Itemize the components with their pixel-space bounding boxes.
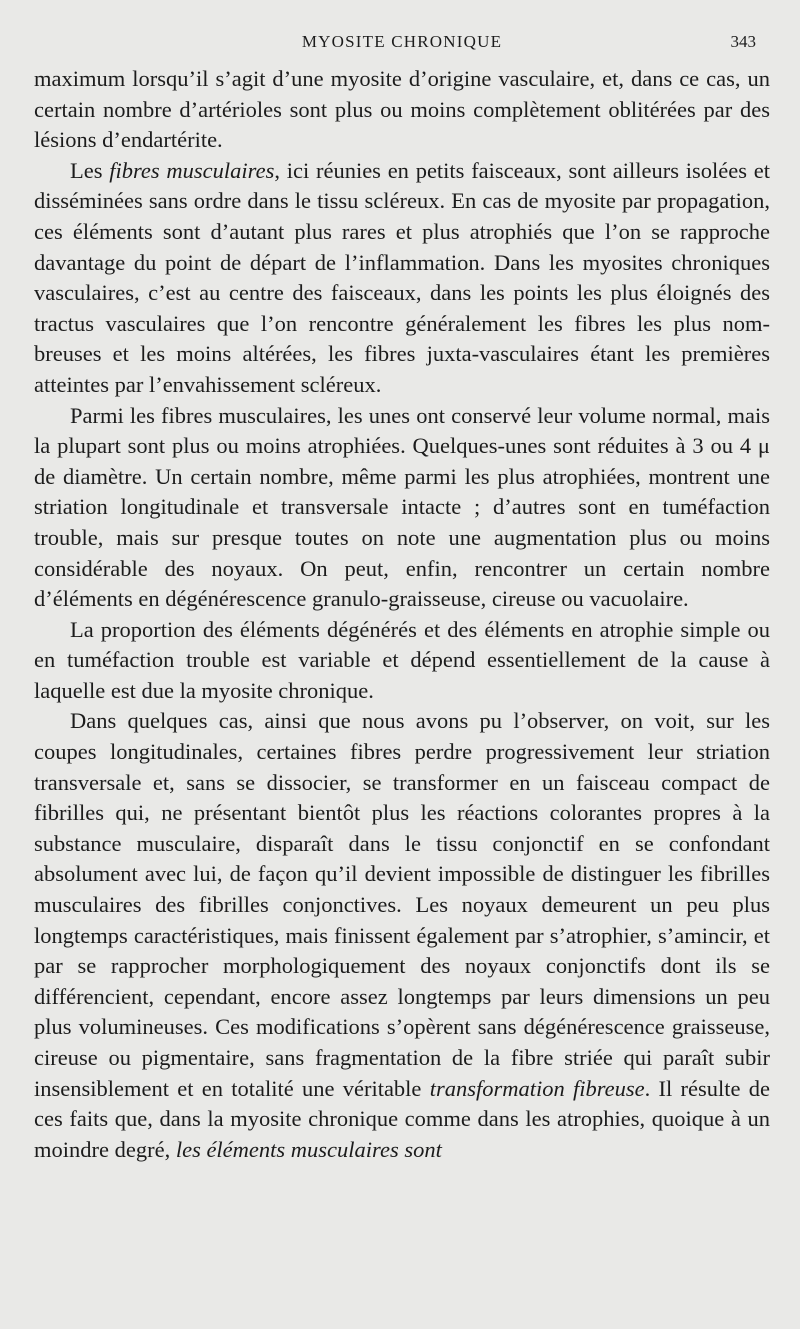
- paragraph-3-text: Parmi les fibres musculaires, les unes ont conservé leur volume normal, mais la plupart sont plus ou moins atrophiées. Quelques-unes sont réduites à 3 ou 4 μ de diamètre. Un certain nombre, même parmi les plus atrophiées, montrent une striation longitudinale et transversale intacte ; d’autres sont en tuméfaction trouble, mais sur presque toutes on note une augmentation plus ou moins considérable des noyaux. On peut, enfin, rencontrer un certain nombre d’éléments en dégénérescence granulo-graisseuse, cireuse ou vacuolaire.: [34, 402, 770, 612]
- paragraph-2-text-start: Les: [70, 157, 110, 183]
- paragraph-5-emphasis-1: transformation fibreuse: [429, 1075, 645, 1101]
- paragraph-2-text-end: , ici réunies en petits faisceaux, sont ailleurs isolées et disséminées sans ordre dans le tissu scléreux. En cas de myosite par propagation, ces éléments sont d’autant plus rares et plus atrophiés que l’on se rapproche davantage du point de départ de l’inflammation. Dans les myosites chroniques vasculaires, c’est au centre des faisceaux, dans les points les plus éloignés des tractus vasculaires que l’on rencontre généralement les fibres les plus nombreuses et les moins altérées, les fibres juxta-vasculaires étant les premières atteintes par l’envahissement scléreux.: [34, 157, 770, 397]
- paragraph-1-text: maximum lorsqu’il s’agit d’une myosite d’origine vasculaire, et, dans ce cas, un certain nombre d’artérioles sont plus ou moins complètement oblitérées par des lésions d’endartérite.: [34, 66, 770, 153]
- paragraph-5: [34, 706, 770, 1165]
- paragraph-5-text-start: Dans quelques cas, ainsi que nous avons pu l’observer, on voit, sur les coupes longitudinales, certaines fibres perdre progressivement leur striation transversale et, sans se dissocier, se transformer en un faisceau compact de fibrilles qui, ne présentant bientôt plus les réactions colorantes propres à la substance musculaire, disparaît dans le tissu conjonctif en se confondant absolument avec lui, de façon qu’il devient impossible de distinguer les fibrilles musculaires des fibrilles conjonctives. Les noyaux demeurent un peu plus longtemps caractéristiques, mais finissent également par s’atrophier, s’amincir, et par se rapprocher morphologiquement des noyaux conjonctifs dont ils se différencient, cependant, encore assez longtemps par leurs dimensions un peu plus volumineuses. Ces modifications s’opèrent sans dégénérescence graisseuse, cireuse ou pigmentaire, sans fragmentation de la fibre striée qui paraît subir insensiblement et en totalité une véritable: [34, 708, 770, 1101]
- page-header: [34, 28, 770, 56]
- page-number: 343: [730, 32, 756, 51]
- paragraph-5-text-middle: . Il résulte de ces faits que, dans la myosite chronique comme dans les atrophies, quoique à un moindre degré,: [34, 1075, 770, 1162]
- paragraph-4: [34, 615, 770, 707]
- paragraph-1: [34, 64, 770, 156]
- paragraph-4-text: La proportion des éléments dégénérés et des éléments en atrophie simple ou en tuméfaction trouble est variable et dépend essentiellement de la cause à laquelle est due la myosite chronique.: [34, 616, 770, 703]
- body-text: [34, 64, 770, 1165]
- running-title: MYOSITE CHRONIQUE: [301, 32, 503, 51]
- paragraph-2: [34, 156, 770, 401]
- paragraph-3: [34, 401, 770, 615]
- paragraph-2-emphasis: fibres musculaires: [109, 157, 275, 183]
- paragraph-5-emphasis-2: les éléments musculaires sont: [175, 1136, 442, 1162]
